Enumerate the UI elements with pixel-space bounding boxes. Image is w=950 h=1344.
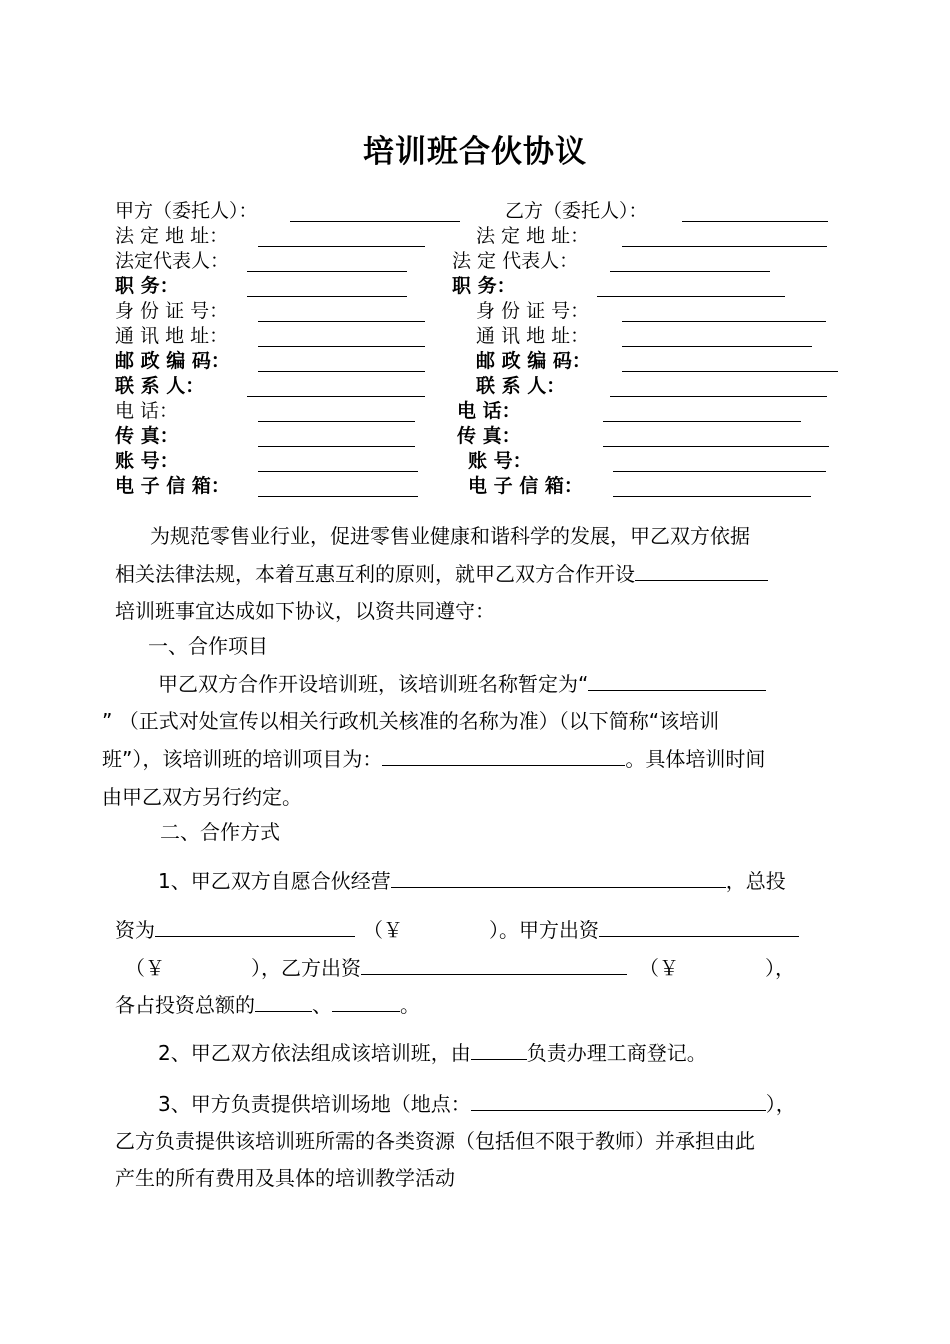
party-b-field[interactable]	[622, 246, 827, 247]
item-1-line-3-text-a: （￥	[125, 956, 165, 980]
section-1-line-3-text-a: 班”），该培训班的培训项目为：	[102, 747, 383, 771]
class-name-blank[interactable]	[588, 669, 766, 691]
item-3-line-1-text-b: ），	[765, 1092, 796, 1116]
item-1-line-3-text-b: ），乙方出资	[251, 956, 361, 980]
section-1-line-3	[102, 741, 765, 778]
item-3-line-2: 乙方负责提供该培训班所需的各类资源（包括但不限于教师）并承担由此	[115, 1129, 755, 1153]
training-class-blank[interactable]	[635, 559, 768, 581]
preamble-line-2-text: 相关法律法规，本着互惠互利的原则，就甲乙双方合作开设	[115, 562, 635, 586]
item-3-line-1	[158, 1086, 796, 1123]
party-b-investment-blank[interactable]	[361, 953, 627, 975]
party-b-label: 乙方（委托人）：	[505, 200, 648, 222]
item-1-line-3-text-d: ），	[765, 956, 795, 980]
party-b-field[interactable]	[613, 496, 811, 497]
party-a-investment-blank[interactable]	[599, 915, 799, 937]
business-blank[interactable]	[391, 866, 726, 888]
item-1-line-1	[158, 863, 786, 900]
party-b-field[interactable]	[603, 446, 829, 447]
party-a-label: 传 真：	[115, 425, 179, 447]
section-1-line-4: 由甲乙双方另行约定。	[102, 785, 302, 809]
party-a-label: 通 讯 地 址：	[115, 325, 229, 347]
party-b-field[interactable]	[622, 346, 812, 347]
item-2-text-a: 2、甲乙双方依法组成该培训班，由	[158, 1041, 471, 1065]
section-1-line-1-text: 甲乙双方合作开设培训班，该培训班名称暂定为“	[158, 672, 589, 696]
item-2	[158, 1035, 707, 1072]
party-a-field[interactable]	[258, 496, 418, 497]
item-1-line-2-text-a: 资为	[115, 918, 155, 942]
party-a-field[interactable]	[258, 446, 415, 447]
party-a-field[interactable]	[258, 246, 425, 247]
item-1-line-1-text-a: 1、甲乙双方自愿合伙经营	[158, 869, 391, 893]
party-a-field[interactable]	[247, 296, 407, 297]
party-b-field[interactable]	[622, 371, 838, 372]
party-a-field[interactable]	[258, 346, 425, 347]
section-2-heading: 二、合作方式	[160, 820, 280, 844]
party-a-label: 职 务：	[115, 275, 179, 297]
party-b-field[interactable]	[610, 271, 770, 272]
item-1-line-3	[125, 950, 795, 987]
party-b-label: 联 系 人：	[476, 375, 566, 397]
total-investment-blank[interactable]	[155, 915, 355, 937]
party-b-field[interactable]	[597, 296, 785, 297]
item-1-line-4	[115, 987, 420, 1024]
preamble-line-1: 为规范零售业行业，促进零售业健康和谐科学的发展，甲乙双方依据	[150, 524, 750, 548]
party-a-label: 电 子 信 箱：	[115, 475, 230, 497]
party-b-label: 邮 政 编 码：	[476, 350, 591, 372]
item-1-line-3-text-c: （￥	[639, 956, 679, 980]
party-b-label: 传 真：	[457, 425, 521, 447]
party-a-field[interactable]	[258, 471, 418, 472]
party-b-share-blank[interactable]	[332, 990, 400, 1012]
party-b-field[interactable]	[613, 471, 826, 472]
item-1-line-4-text-c: 。	[400, 993, 420, 1017]
party-a-field[interactable]	[258, 421, 415, 422]
item-2-text-b: 负责办理工商登记。	[526, 1041, 707, 1065]
party-b-field[interactable]	[682, 221, 828, 222]
item-1-line-2	[115, 912, 799, 949]
section-1-line-1	[158, 666, 766, 703]
party-b-label: 通 讯 地 址：	[476, 325, 590, 347]
item-3-line-3: 产生的所有费用及具体的培训教学活动	[115, 1166, 455, 1190]
party-a-label: 法定代表人：	[115, 250, 230, 272]
party-a-label: 法 定 地 址：	[115, 225, 229, 247]
item-1-line-4-text-b: 、	[312, 993, 332, 1017]
party-b-field[interactable]	[603, 421, 801, 422]
party-b-label: 身 份 证 号：	[476, 300, 590, 322]
item-3-line-1-text-a: 3、甲方负责提供培训场地（地点：	[158, 1092, 471, 1116]
section-1-heading: 一、合作项目	[148, 634, 268, 658]
party-a-label: 账 号：	[115, 450, 179, 472]
section-1-line-2: ” （正式对处宣传以相关行政机关核准的名称为准）（以下简称“该培训	[102, 709, 720, 733]
registrant-blank[interactable]	[471, 1038, 527, 1060]
party-b-label: 账 号：	[468, 450, 532, 472]
item-1-line-2-text-c: ）。甲方出资	[489, 918, 599, 942]
party-a-label: 甲方（委托人）：	[115, 200, 258, 222]
party-b-label: 法 定 代表人：	[452, 250, 579, 272]
party-a-label: 身 份 证 号：	[115, 300, 229, 322]
training-project-blank[interactable]	[382, 744, 625, 766]
party-a-field[interactable]	[247, 396, 425, 397]
document-title: 培训班合伙协议	[363, 134, 587, 170]
party-b-field[interactable]	[622, 321, 826, 322]
party-a-field[interactable]	[258, 321, 425, 322]
party-b-label: 法 定 地 址：	[476, 225, 590, 247]
preamble-line-2	[115, 556, 768, 593]
party-a-share-blank[interactable]	[255, 990, 312, 1012]
item-1-line-4-text-a: 各占投资总额的	[115, 993, 255, 1017]
section-1-line-3-text-b: 。具体培训时间	[625, 747, 766, 771]
venue-address-blank[interactable]	[471, 1089, 766, 1111]
party-a-label: 电 话：	[115, 400, 179, 422]
party-a-field[interactable]	[258, 371, 425, 372]
party-a-label: 联 系 人：	[115, 375, 205, 397]
item-1-line-2-text-b: （￥	[363, 918, 403, 942]
party-a-field[interactable]	[290, 221, 460, 222]
party-b-label: 电 话：	[457, 400, 521, 422]
party-b-field[interactable]	[610, 396, 827, 397]
preamble-line-3: 培训班事宜达成如下协议，以资共同遵守：	[115, 599, 495, 623]
party-a-field[interactable]	[247, 271, 407, 272]
party-b-label: 职 务：	[452, 275, 516, 297]
party-b-label: 电 子 信 箱：	[468, 475, 583, 497]
item-1-line-1-text-b: ，总投	[725, 869, 786, 893]
party-a-label: 邮 政 编 码：	[115, 350, 230, 372]
